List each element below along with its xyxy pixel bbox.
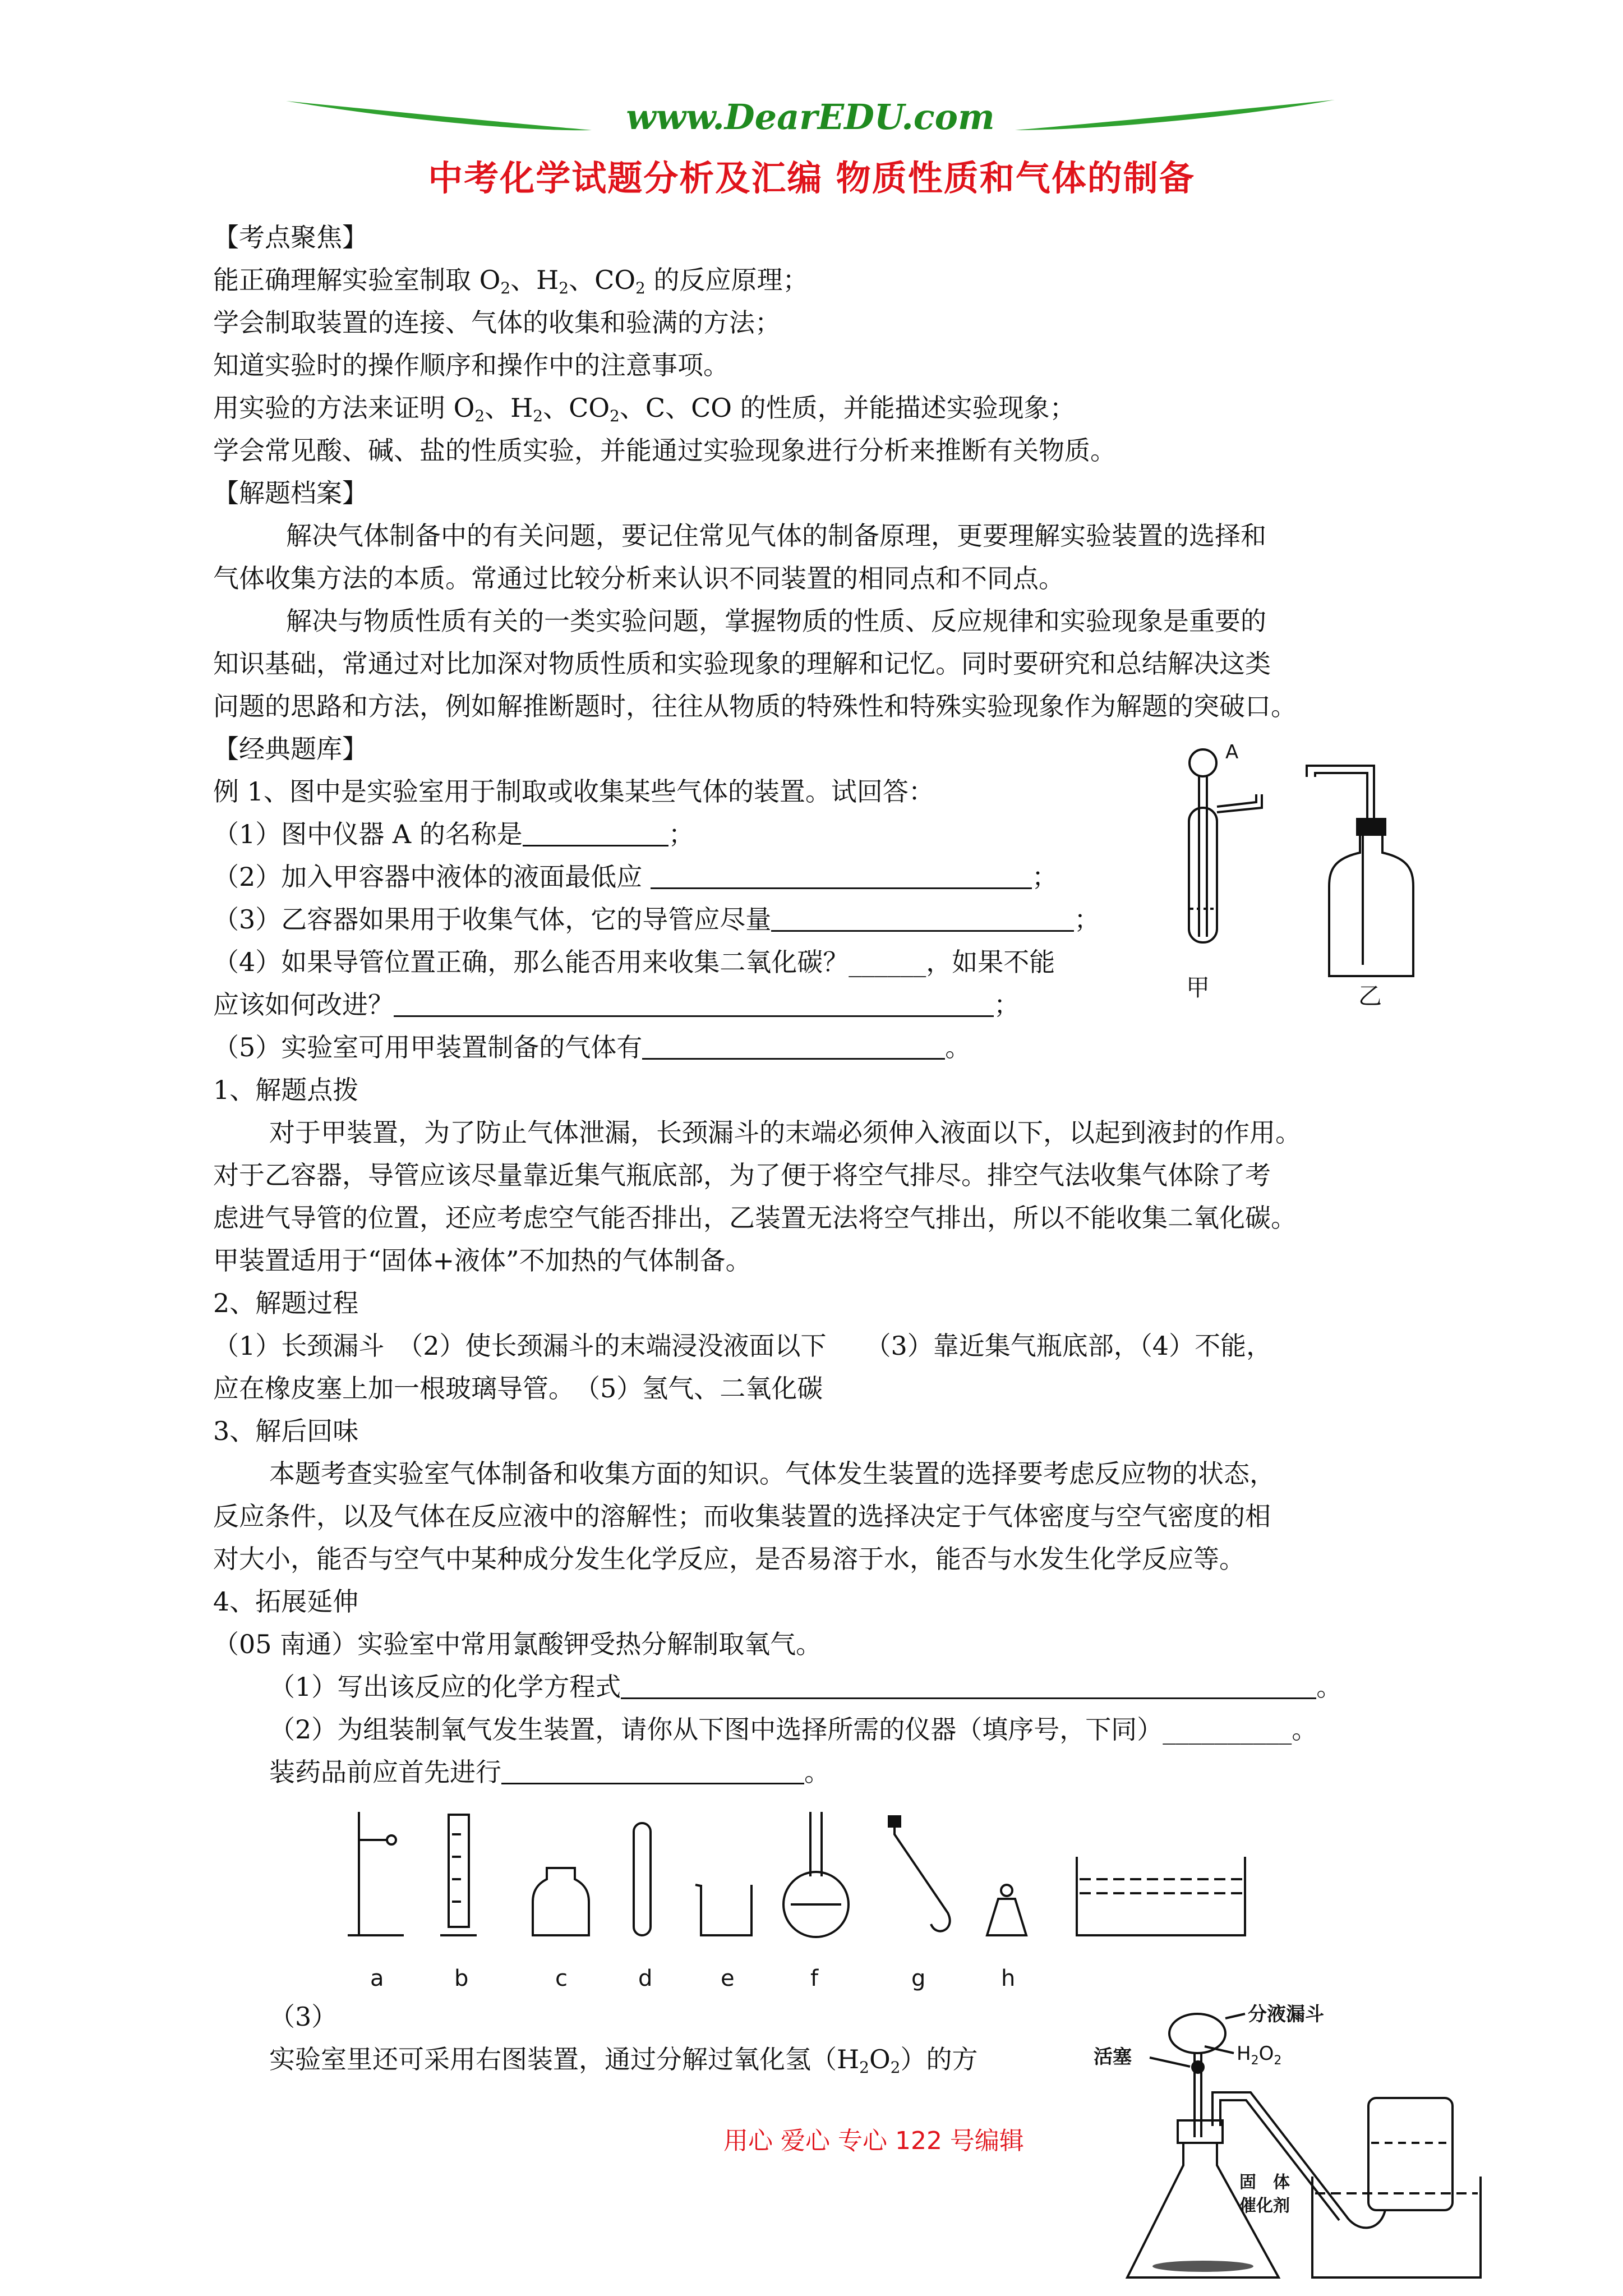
focus-line-4: 用实验的方法来证明 $O_2$、$H_2$、$CO_2$、C、CO 的性质，并能描述实验现象； xyxy=(213,393,1076,425)
question-4-line1: （4）如果导管位置正确，那么能否用来收集二氧化碳？______，如果不能 xyxy=(213,947,1055,977)
h2o2-apparatus-figure xyxy=(1066,1997,1492,2289)
focus-line-1: 能正确理解实验室制取 $O_2$、$H_2$、$CO_2$ 的反应原理； xyxy=(213,265,809,297)
instrument-letter: e xyxy=(721,1966,735,1991)
subheading-review: 3、解后回味 xyxy=(213,1416,359,1446)
delivery-tube xyxy=(1212,2092,1385,2228)
question-4-line2: 应该如何改进？ ； xyxy=(213,983,1413,1026)
subheading-extension: 4、拓展延伸 xyxy=(213,1586,359,1617)
hints-line4: 甲装置适用于“固体+液体”不加热的气体制备。 xyxy=(213,1245,751,1276)
test-tube xyxy=(634,1823,651,1935)
gas-bottle-yi xyxy=(1329,835,1413,976)
extension-q2: （2）为组装制氧气发生装置，请你从下图中选择所需的仪器（填序号，下同）__________。 xyxy=(269,1714,1318,1745)
answer-blank xyxy=(651,859,1032,889)
label-separatory-funnel: 分液漏斗 xyxy=(1248,2003,1324,2026)
separatory-funnel xyxy=(1169,2014,1225,2053)
review-line2: 反应条件，以及气体在反应液中的溶解性；而收集装置的选择决定于气体密度与空气密度的相 xyxy=(213,1501,1271,1531)
iron-stand xyxy=(348,1812,404,1935)
document-title: 中考化学试题分析及汇编 物质性质和气体的制备 xyxy=(428,158,1195,199)
stopper xyxy=(1357,819,1385,835)
site-name: www.DearEDU.com xyxy=(626,96,995,137)
archive-para1-line1: 解决气体制备中的有关问题，要记住常见气体的制备原理，更要理解实验装置的选择和 xyxy=(286,521,1266,551)
section-heading-archive: 【解题档案】 xyxy=(213,478,368,508)
answer-blank xyxy=(771,902,1074,932)
question-1: （1）图中仪器 A 的名称是 ； xyxy=(213,813,1413,855)
section-heading-focus: 【考点聚焦】 xyxy=(213,222,368,252)
page-footer: 用心 爱心 专心 122 号编辑 xyxy=(723,2127,1024,2155)
archive-para2-line2: 知识基础，常通过对比加深对物质性质和实验现象的理解和记忆。同时要研究和总结解决这类 xyxy=(213,648,1271,679)
answer-blank xyxy=(523,817,668,846)
hints-line1: 对于甲装置，为了防止气体泄漏，长颈漏斗的末端必须伸入液面以下，以起到液封的作用。 xyxy=(269,1117,1301,1148)
round-flask xyxy=(783,1812,849,1937)
instruments-figure xyxy=(342,1801,1262,2003)
instrument-letter: f xyxy=(810,1966,819,1991)
label-a: A xyxy=(1225,741,1239,763)
instrument-letter: b xyxy=(454,1966,469,1991)
apparatus-figure-jia-yi xyxy=(1150,740,1441,1010)
instrument-letter: c xyxy=(555,1966,568,1991)
archive-para2-line1: 解决与物质性质有关的一类实验问题，掌握物质的性质、反应规律和实验现象是重要的 xyxy=(286,606,1266,636)
subheading-hints: 1、解题点拨 xyxy=(213,1075,359,1105)
label-stopcock: 活塞 xyxy=(1094,2046,1132,2068)
focus-line-5: 学会常见酸、碱、盐的性质实验，并能通过实验现象进行分析来推断有关物质。 xyxy=(213,435,1116,466)
question-2: （2）加入甲容器中液体的液面最低应 ； xyxy=(213,855,1413,898)
answer-blank xyxy=(621,1669,1316,1699)
banner-right-swoosh xyxy=(1015,100,1335,130)
question-3: （3）乙容器如果用于收集气体，它的导管应尽量 ； xyxy=(213,898,1413,941)
label-h2o2: $H_2O_2$ xyxy=(1237,2042,1282,2068)
test-tube-jia xyxy=(1189,808,1217,942)
label-yi: 乙 xyxy=(1358,982,1382,1010)
hints-line2: 对于乙容器，导管应该尽量靠近集气瓶底部，为了便于将空气排尽。排空气法收集气体除了考 xyxy=(213,1160,1271,1190)
instrument-letter: h xyxy=(1001,1966,1016,1991)
question-5: （5）实验室可用甲装置制备的气体有 。 xyxy=(213,1026,1413,1069)
instrument-letter: a xyxy=(370,1966,384,1991)
hints-line3: 虑进气导管的位置，还应考虑空气能否排出，乙装置无法将空气排出，所以不能收集二氧化碳。 xyxy=(213,1203,1297,1233)
label-solid: 固 体 xyxy=(1239,2173,1290,2192)
subheading-process: 2、解题过程 xyxy=(213,1288,359,1318)
label-jia: 甲 xyxy=(1186,974,1210,1001)
archive-para1-line2: 气体收集方法的本质。常通过比较分析来认识不同装置的相同点和不同点。 xyxy=(213,563,1064,593)
example-1-prompt: 例 1、图中是实验室用于制取或收集某些气体的装置。试回答： xyxy=(213,776,934,807)
alcohol-lamp xyxy=(987,1885,1026,1935)
review-line3: 对大小，能否与空气中某种成分发生化学反应，是否易溶于水，能否与水发生化学反应等。 xyxy=(213,1544,1245,1574)
extension-intro: （05 南通）实验室中常用氯酸钾受热分解制取氧气。 xyxy=(213,1629,822,1659)
graduated-cylinder xyxy=(440,1815,477,1935)
extension-q3-text: 实验室里还可采用右图装置，通过分解过氧化氢$(H_2O_2)$的方 xyxy=(269,2044,978,2077)
archive-para2-line3: 问题的思路和方法，例如解推断题时，往往从物质的特殊性和特殊实验现象作为解题的突破口。 xyxy=(213,691,1297,721)
instrument-letter: d xyxy=(638,1966,653,1991)
answer-blank xyxy=(642,1030,945,1060)
bent-glass-tube xyxy=(895,1823,950,1931)
label-catalyst: 催化剂 xyxy=(1239,2196,1290,2216)
focus-line-3: 知道实验时的操作顺序和操作中的注意事项。 xyxy=(213,350,729,380)
process-line1: （1）长颈漏斗 （2）使长颈漏斗的末端浸没液面以下 （3）靠近集气瓶底部，（4）不能， xyxy=(213,1331,1272,1361)
extension-q3-label: （3） xyxy=(269,2001,338,2032)
wide-mouth-bottle xyxy=(533,1868,589,1935)
focus-line-2: 学会制取装置的连接、气体的收集和验满的方法； xyxy=(213,307,781,338)
process-line2: 应在橡皮塞上加一根玻璃导管。 （5）氢气、二氧化碳 xyxy=(213,1373,823,1404)
beaker xyxy=(695,1885,751,1935)
review-line1: 本题考查实验室气体制备和收集方面的知识。气体发生装置的选择要考虑反应物的状态， xyxy=(269,1458,1275,1489)
instrument-letter: g xyxy=(911,1966,926,1991)
water-trough xyxy=(1077,1857,1245,1935)
answer-blank xyxy=(501,1755,804,1784)
answer-blank xyxy=(394,987,994,1017)
extension-q2b: 装药品前应首先进行 。 xyxy=(213,1751,1413,1793)
water-trough-2 xyxy=(1312,2177,1481,2277)
stopcock-valve xyxy=(1192,2062,1204,2073)
banner-left-swoosh xyxy=(286,101,592,130)
section-heading-classics: 【经典题库】 xyxy=(213,734,368,764)
funnel-bulb xyxy=(1189,749,1216,776)
stopper-g xyxy=(889,1816,900,1826)
extension-q1: （1）写出该反应的化学方程式 。 xyxy=(213,1665,1413,1708)
